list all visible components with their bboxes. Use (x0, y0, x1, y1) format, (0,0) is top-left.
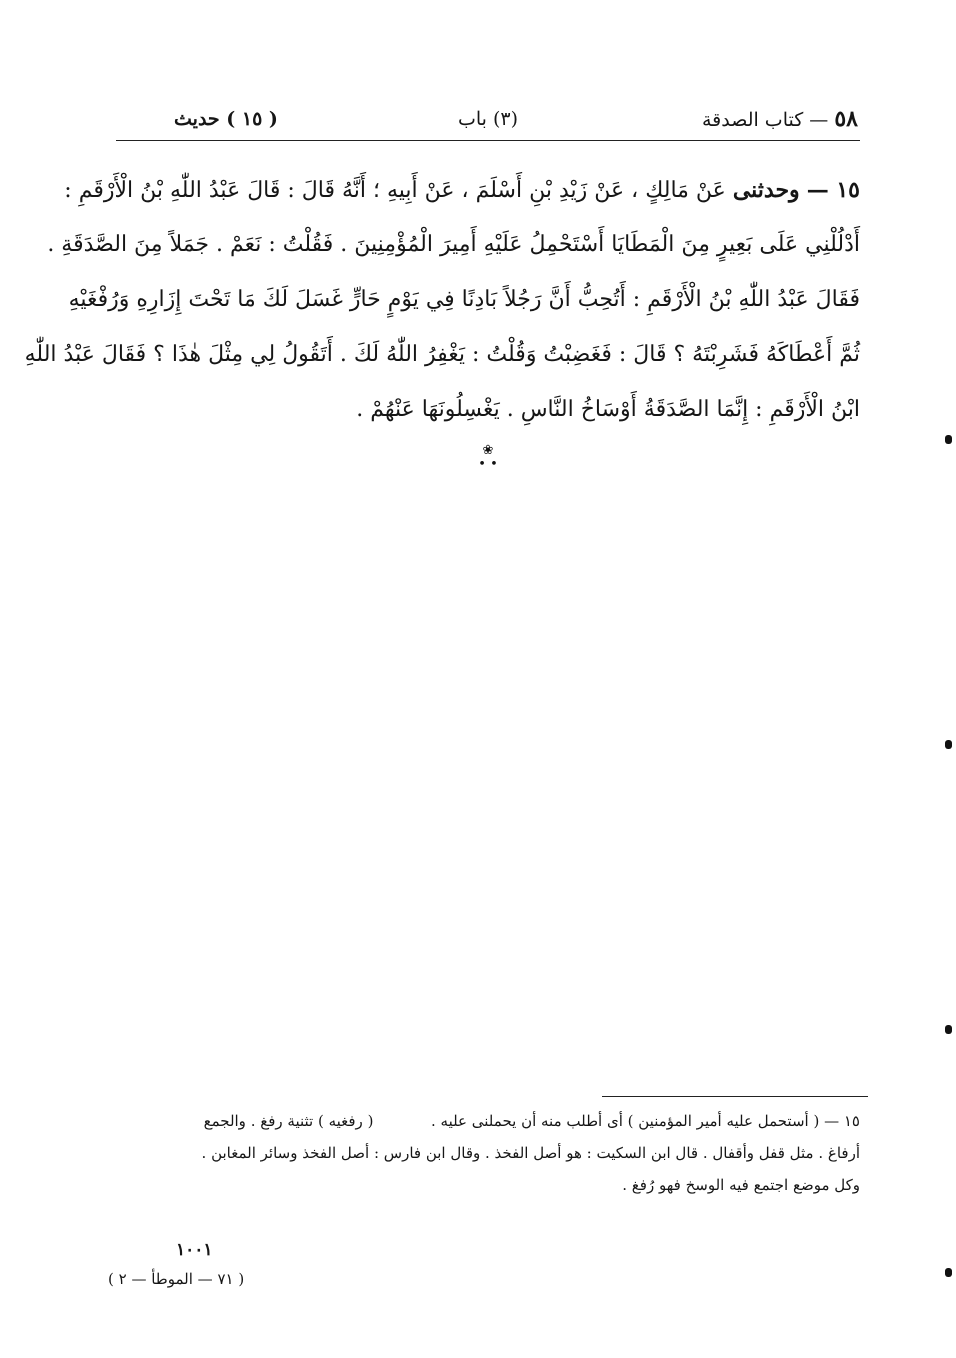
margin-mark (945, 1025, 952, 1034)
hadith-line: فَقَالَ عَبْدُ اللّٰهِ بْنُ الْأَرْقَمِ : أَتُحِبُّ أَنَّ رَجُلاً بَادِنًا فِي يَوْمٍ حَارٍّ غَسَلَ لَكَ مَا تَحْتَ إِزَارِهِ وَرُفْغَيْهِ (68, 287, 860, 312)
footnote-divider (602, 1096, 868, 1097)
hadith-line (64, 170, 860, 225)
footnote-gloss: ( رفغيه ) تثنية رفغ . والجمع (203, 1112, 374, 1130)
chapter-label: (٣) باب (458, 108, 519, 130)
hadith-opening: وحدثنى (732, 177, 800, 203)
section-ornament: ❀ • • (478, 443, 498, 472)
margin-mark (945, 435, 952, 444)
margin-mark (945, 740, 952, 749)
footnote-line: وكل موضع اجتمع فيه الوسخ فهو رُفغ . (622, 1176, 860, 1194)
footnote-line: أرفاغ . مثل قفل وأقفال . قال ابن السكيت : هو أصل الفخذ . وقال ابن فارس : أصل الفخذ وسائر المغابن . (201, 1144, 860, 1162)
book-title: — كتاب الصدقة (701, 109, 829, 131)
margin-mark (945, 1268, 952, 1277)
hadith-label: ( ١٥ ) حديث (174, 108, 278, 130)
page-number: ٥٨ (834, 106, 858, 132)
footnote-line (118, 1108, 860, 1140)
hadith-line: أَدْلُلْنِي عَلَى بَعِيرٍ مِنَ الْمَطَايَا أَسْتَحْمِلُ عَلَيْهِ أَمِيرَ الْمُؤْمِنِينَ . فَقُلْتُ : نَعَمْ . جَمَلاً مِنَ الصَّدَقَةِ . (47, 232, 860, 257)
footnote-number: ١٥ — (824, 1112, 860, 1130)
hadith-line: ثُمَّ أَعْطَاكَهُ فَشَرِبْتَهُ ؟ قَالَ : فَغَضِبْتُ وَقُلْتُ : يَغْفِرُ اللّٰهُ لَكَ . أَتَقُولُ لِي مِثْلَ هٰذَا ؟ فَقَالَ عَبْدُ اللّٰهِ (24, 342, 860, 367)
header-divider (116, 140, 860, 141)
hadith-line-text: عَنْ مَالِكٍ ، عَنْ زَيْدِ بْنِ أَسْلَمَ ، عَنْ أَبِيهِ ؛ أَنَّهُ قَالَ : قَالَ عَبْدُ اللّٰهِ بْنُ الْأَرْقَمِ : (64, 178, 726, 203)
header-page-title (702, 104, 858, 135)
footnote-gloss: ( أستحمل عليه أمير المؤمنين ) أى أطلب منه أن يحملنى عليه . (430, 1112, 820, 1130)
hadith-number: ١٥ — (806, 177, 860, 203)
running-header (118, 104, 858, 140)
footnotes (118, 1108, 860, 1204)
hadith-text (24, 170, 860, 445)
signature-label: ( ٧١ — الموطأ — ٢ ) (108, 1270, 245, 1288)
hadith-line: ابْنُ الْأَرْقَمِ : إِنَّمَا الصَّدَقَةُ أَوْسَاخُ النَّاسِ . يَغْسِلُونَهَا عَنْهُمْ . (356, 397, 860, 422)
signature-number: ١٠٠١ (176, 1240, 213, 1260)
